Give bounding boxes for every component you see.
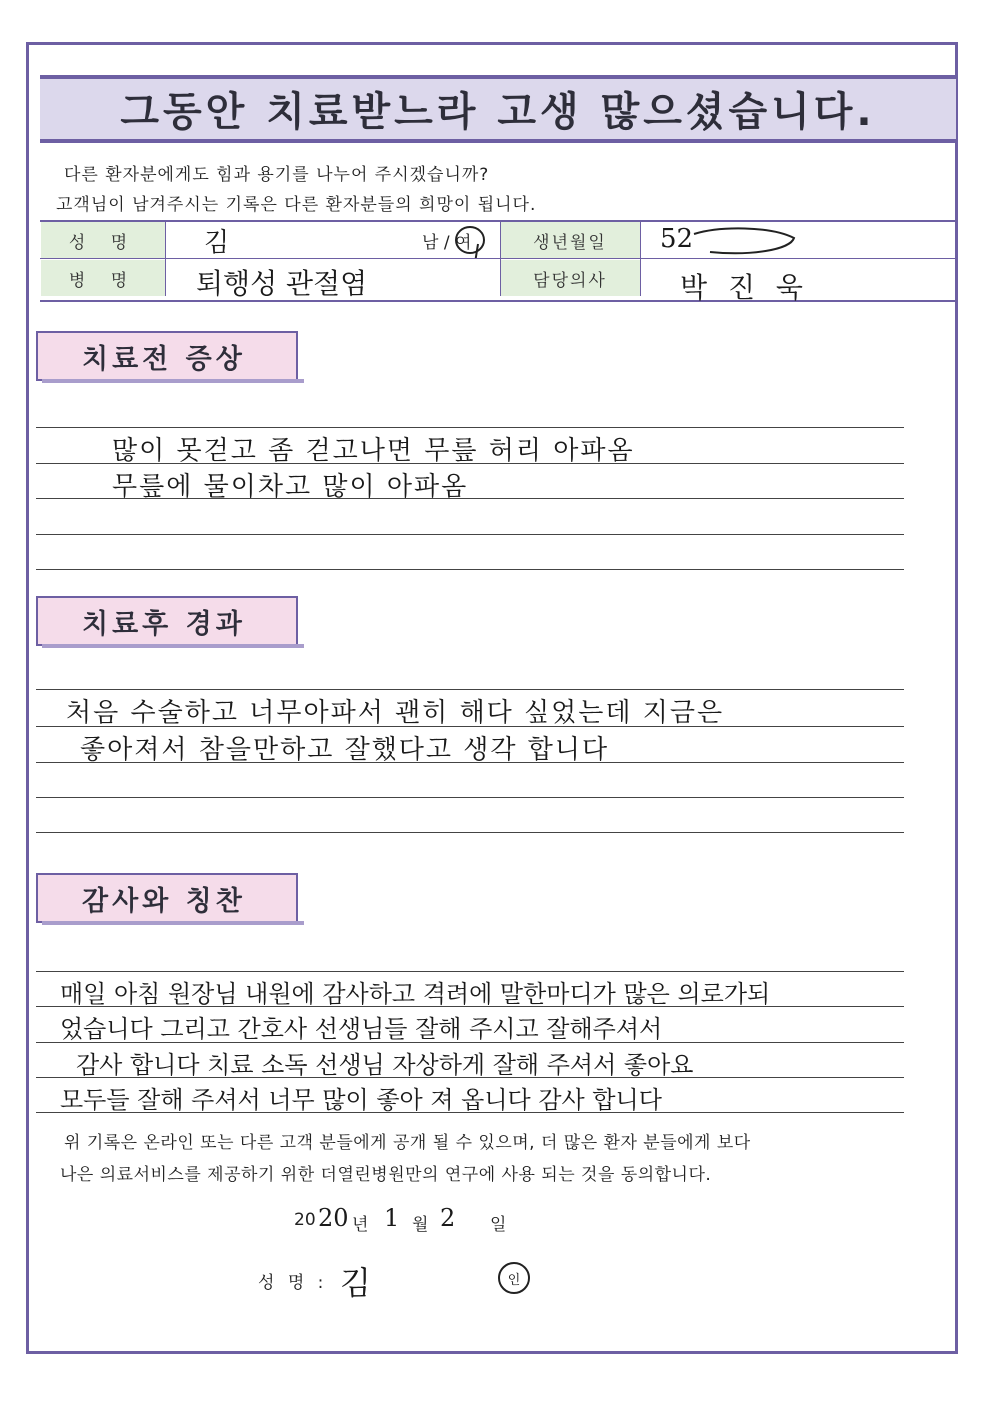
info-col-divider-3 [640,222,641,296]
thanks-line-4: 모두들 잘해 주셔서 너무 많이 좋아 져 옵니다 감사 합니다 [60,1086,662,1114]
writing-rule [36,971,904,972]
section-after-treatment: 치료후 경과 [36,596,298,646]
section-thanks-praise: 감사와 칭찬 [36,873,298,923]
thanks-line-1: 매일 아침 원장님 내원에 감사하고 격려에 말한마디가 많은 의로가되 [60,980,771,1008]
date-year-hand: 20 [318,1204,349,1232]
disease-label: 병 명 [41,260,165,296]
consent-line-2: 나은 의료서비스를 제공하기 위한 더열린병원만의 연구에 사용 되는 것을 동의합니다. [60,1165,712,1185]
info-col-divider-1 [165,222,166,296]
date-month-hand: 1 [384,1204,400,1232]
date-year-prefix: 20 [294,1210,316,1230]
consent-line-1: 위 기록은 온라인 또는 다른 고객 분들에게 공개 될 수 있으며, 더 많은 환자 분들에게 보다 [64,1133,751,1153]
signature-label: 성 명 : [258,1273,328,1293]
birth-redaction-mark [690,224,800,258]
signature-value: 김 [340,1264,371,1302]
writing-rule [36,832,904,833]
date-month-suffix: 월 [412,1215,429,1235]
patient-info-table [40,220,958,302]
writing-rule [36,689,904,690]
section-before-treatment: 치료전 증상 [36,331,298,381]
info-row-divider [40,258,958,259]
name-label: 성 명 [41,222,165,258]
writing-rule [36,427,904,428]
after-line-1: 처음 수술하고 너무아파서 괜히 해다 싶었는데 지금은 [66,698,725,728]
gender-label: 남 / 여 [422,233,472,253]
writing-rule [36,797,904,798]
before-line-2: 무릎에 물이차고 많이 아파옴 [112,472,469,502]
date-day-hand: 2 [440,1204,456,1232]
before-line-1: 많이 못걷고 좀 걷고나면 무릎 허리 아파옴 [112,436,635,466]
form-title: 그동안 치료받느라 고생 많으셨습니다. [120,89,876,135]
name-value: 김 [204,228,230,258]
intro-line-2: 고객님이 남겨주시는 기록은 다른 환자분들의 희망이 됩니다. [56,195,537,215]
intro-line-1: 다른 환자분에게도 힘과 용기를 나누어 주시겠습니까? [64,165,490,185]
doctor-value: 박 진 욱 [680,271,809,304]
thanks-line-2: 었습니다 그리고 간호사 선생님들 잘해 주시고 잘해주셔서 [60,1015,663,1043]
birth-label: 생년월일 [500,222,640,258]
date-day-suffix: 일 [490,1215,507,1235]
gender-circle-mark [452,224,492,258]
writing-rule [36,534,904,535]
writing-rule [36,569,904,570]
after-line-2: 좋아져서 참을만하고 잘했다고 생각 합니다 [80,735,610,765]
disease-value: 퇴행성 관절염 [196,267,368,300]
date-year-suffix: 년 [352,1215,369,1235]
birth-value: 52 [660,224,694,254]
info-col-divider-2 [500,222,501,296]
doctor-label: 담당의사 [500,260,640,296]
signature-seal-mark: 인 [498,1262,530,1294]
thanks-line-3: 감사 합니다 치료 소독 선생님 자상하게 잘해 주셔서 좋아요 [76,1051,694,1079]
